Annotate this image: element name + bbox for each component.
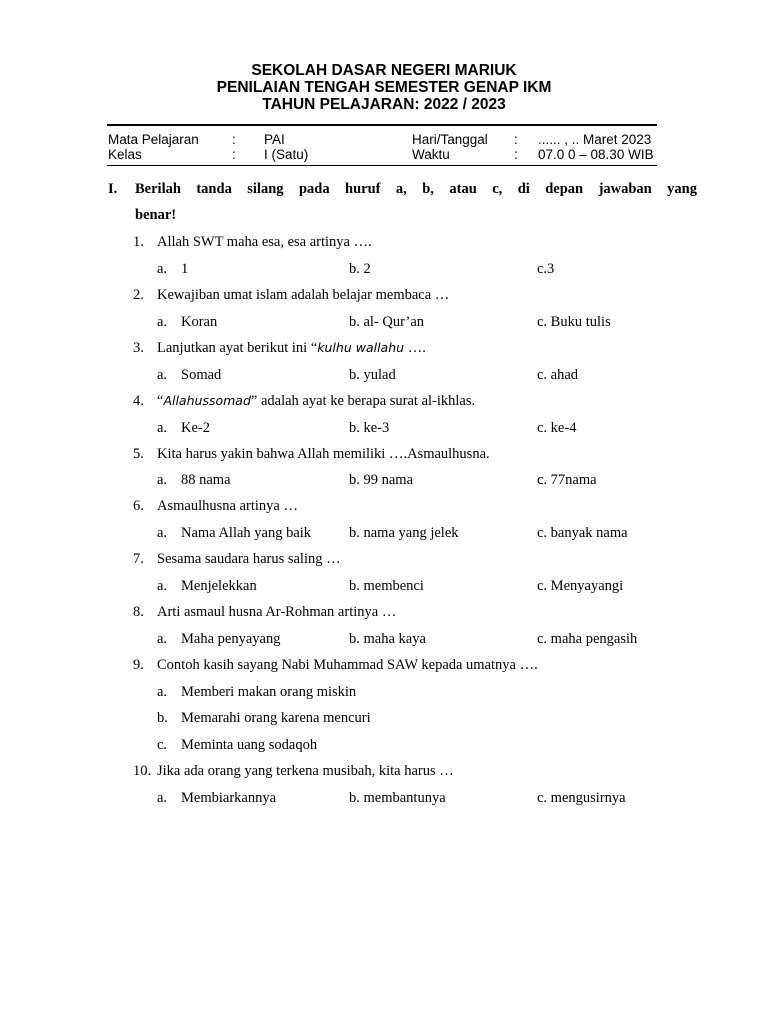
option-letter: a. [157,367,168,383]
option-c: c. Menyayangi [537,578,624,594]
class-label: Kelas [108,147,142,162]
subject-value: PAI [264,132,285,147]
school-name: SEKOLAH DASAR NEGERI MARIUK [251,62,517,79]
question-text: Contoh kasih sayang Nabi Muhammad SAW kepada umatnya …. [157,657,538,673]
option-letter: a. [157,525,168,541]
option-c: c. Buku tulis [537,314,611,330]
question-text-end: …. [404,340,426,356]
question-text: Kita harus yakin bahwa Allah memiliki ….Asmaulhusna. [157,446,490,462]
question-text [157,339,426,357]
question-text: Asmaulhusna artinya … [157,498,298,514]
option-text: Nama Allah yang baik [181,525,312,541]
question-text-end: ” adalah ayat ke berapa surat al-ikhlas. [250,393,476,409]
option-b: b. yulad [349,367,396,383]
option-c: c. ke-4 [537,420,577,436]
header-divider [107,124,657,126]
option-text: Memberi makan orang miskin [181,684,357,700]
class-value: I (Satu) [264,147,309,162]
question-number: 3. [133,340,144,356]
option-letter: a. [157,684,168,700]
question-number: 9. [133,657,144,673]
verse-text: kulhu wallahu [317,340,405,355]
section-instruction: Berilah tanda silang pada huruf a, b, atau c, di depan jawaban yang [135,181,697,197]
time-label: Waktu [412,147,450,162]
question-number: 1. [133,234,144,250]
exam-title: PENILAIAN TENGAH SEMESTER GENAP IKM [216,79,552,96]
question-number: 4. [133,393,144,409]
date-colon: : [514,132,518,147]
option-text: Memarahi orang karena mencuri [181,710,371,726]
date-label: Hari/Tanggal [412,132,488,147]
question-text [157,392,475,410]
option-c: c. banyak nama [537,525,628,541]
option-b: b. nama yang jelek [349,525,459,541]
option-text: Ke-2 [181,420,210,436]
option-text: Koran [181,314,218,330]
exam-header [0,62,768,113]
option-letter: a. [157,314,168,330]
option-letter: a. [157,578,168,594]
section-instruction-end: benar! [135,207,177,223]
option-text: 1 [181,261,189,277]
question-text: Jika ada orang yang terkena musibah, kita harus … [157,763,454,779]
question-text: Kewajiban umat islam adalah belajar membaca … [157,287,450,303]
subject-label: Mata Pelajaran [108,132,199,147]
option-letter: a. [157,631,168,647]
option-b: b. ke-3 [349,420,390,436]
option-b: b. 2 [349,261,371,277]
question-text-start: Lanjutkan ayat berikut ini “ [157,340,318,356]
option-text: Somad [181,367,222,383]
option-text: 88 nama [181,472,231,488]
question-number: 5. [133,446,144,462]
class-colon: : [232,147,236,162]
question-text-start: “ [157,393,164,409]
option-c: c.3 [537,261,555,277]
question-text: Allah SWT maha esa, esa artinya …. [157,234,372,250]
option-letter: b. [157,710,168,726]
info-divider [107,165,657,166]
time-colon: : [514,147,518,162]
option-c: c. ahad [537,367,579,383]
option-b: b. 99 nama [349,472,414,488]
option-b: b. membenci [349,578,424,594]
option-letter: a. [157,790,168,806]
question-number: 8. [133,604,144,620]
time-value: 07.0 0 – 08.30 WIB [538,147,654,162]
question-text: Arti asmaul husna Ar-Rohman artinya … [157,604,397,620]
option-text: Maha penyayang [181,631,281,647]
question-number: 10. [133,763,152,779]
option-b: b. maha kaya [349,631,426,647]
option-c: c. mengusirnya [537,790,626,806]
option-letter: a. [157,420,168,436]
option-b: b. membantunya [349,790,446,806]
option-letter: c. [157,737,168,753]
academic-year: TAHUN PELAJARAN: 2022 / 2023 [262,96,506,113]
question-number: 7. [133,551,144,567]
section-number: I. [108,181,118,197]
option-text: Meminta uang sodaqoh [181,737,318,753]
option-letter: a. [157,261,168,277]
verse-text: Allahussomad [163,393,251,408]
option-c: c. maha pengasih [537,631,638,647]
option-letter: a. [157,472,168,488]
option-text: Menjelekkan [181,578,257,594]
option-c: c. 77nama [537,472,597,488]
question-number: 2. [133,287,144,303]
date-value: ...... , .. Maret 2023 [538,132,652,147]
question-text: Sesama saudara harus saling … [157,551,341,567]
subject-colon: : [232,132,236,147]
option-b: b. al- Qur’an [349,314,425,330]
question-number: 6. [133,498,144,514]
option-text: Membiarkannya [181,790,277,806]
